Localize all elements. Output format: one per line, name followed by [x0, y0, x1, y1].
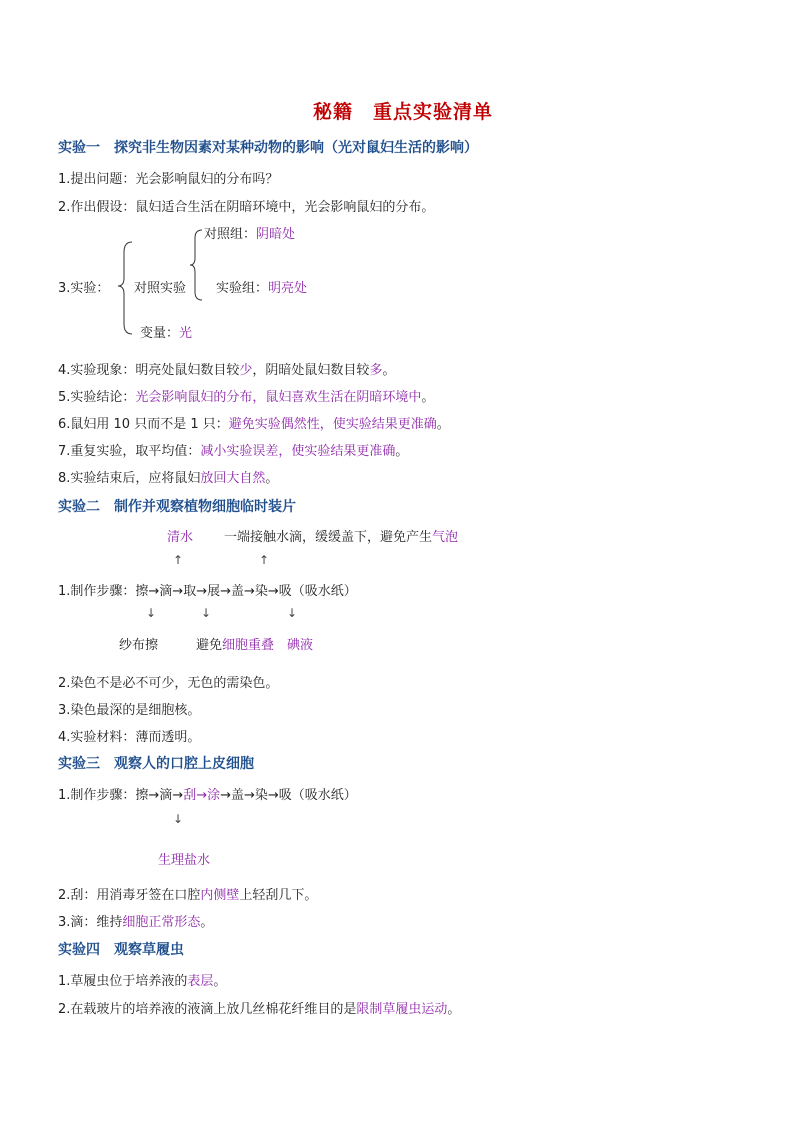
- highlight: 避免实验偶然性，使实验结果更准确: [228, 417, 437, 432]
- avoid-overlap: [196, 634, 274, 653]
- exp2-heading: 实验二 制作并观察植物细胞临时装片: [58, 499, 296, 515]
- text: 1.草履虫位于培养液的: [58, 974, 188, 989]
- text: 避免: [196, 638, 223, 653]
- highlight: 多: [369, 363, 383, 378]
- variable-label: 变量：: [140, 326, 180, 341]
- down-arrow-icon: ↓: [173, 812, 184, 826]
- highlight: 细胞重叠: [222, 638, 275, 653]
- page-title: 秘籍 重点实验清单: [313, 101, 494, 123]
- variable: [140, 322, 192, 341]
- experiment-group-value: 明亮处: [268, 281, 308, 296]
- exp4-line1: [58, 970, 226, 989]
- exp3-line2: [58, 884, 317, 903]
- highlight: 表层: [187, 974, 214, 989]
- text: 。: [382, 363, 396, 378]
- exp2-line3: 3.染色最深的是细胞核。: [58, 703, 201, 718]
- experiment-group: [216, 277, 307, 296]
- text: 一端接触水滴，缓缓盖下，避免产生: [224, 530, 433, 545]
- highlight: 内侧壁: [200, 888, 240, 903]
- text: 7.重复实验，取平均值：: [58, 444, 201, 459]
- exp1-experiment-label: 3.实验：: [58, 281, 110, 296]
- text: 。: [436, 417, 450, 432]
- highlight: 细胞正常形态: [122, 915, 201, 930]
- cover-note: [224, 526, 458, 545]
- variable-value: 光: [179, 326, 193, 341]
- text: 1.制作步骤：擦→滴→: [58, 788, 184, 803]
- text: 。: [395, 444, 409, 459]
- highlight: 气泡: [432, 530, 459, 545]
- experiment-group-label: 实验组：: [216, 281, 269, 296]
- text: 3.滴：维持: [58, 915, 123, 930]
- control-group-label: 对照组：: [204, 227, 257, 242]
- highlight: 放回大自然: [200, 471, 266, 486]
- down-arrow-icon: ↓: [201, 606, 212, 620]
- exp1-line5: [58, 386, 434, 405]
- exp3-heading: 实验三 观察人的口腔上皮细胞: [58, 756, 254, 772]
- gauze-wipe: 纱布擦: [119, 638, 159, 653]
- exp3-line3: [58, 911, 213, 930]
- highlight: 光会影响鼠妇的分布，鼠妇喜欢生活在阴暗环境中: [135, 390, 422, 405]
- highlight: 限制草履虫运动: [356, 1002, 448, 1017]
- exp1-heading: 实验一 探究非生物因素对某种动物的影响（光对鼠妇生活的影响）: [58, 140, 478, 156]
- saline: 生理盐水: [158, 853, 211, 868]
- text: 5.实验结论：: [58, 390, 136, 405]
- text: 。: [447, 1002, 461, 1017]
- text: 8.实验结束后，应将鼠妇: [58, 471, 201, 486]
- clear-water: 清水: [167, 530, 194, 545]
- highlight: 减小实验误差，使实验结果更准确: [200, 444, 396, 459]
- text: 。: [200, 915, 214, 930]
- iodine: 碘液: [287, 638, 314, 653]
- down-arrow-icon: ↓: [287, 606, 298, 620]
- text: 。: [421, 390, 435, 405]
- text: 2.刮：用消毒牙签在口腔: [58, 888, 201, 903]
- control-group-value: 阴暗处: [256, 227, 296, 242]
- text: →盖→染→吸（吸水纸）: [220, 788, 357, 803]
- exp4-line2: [58, 998, 460, 1017]
- up-arrow-icon: ↑: [173, 553, 184, 567]
- text: ，阴暗处鼠妇数目较: [252, 363, 370, 378]
- text: 上轻刮几下。: [239, 888, 318, 903]
- text: 2.在载玻片的培养液的液滴上放几丝棉花纤维目的是: [58, 1002, 357, 1017]
- down-arrow-icon: ↓: [146, 606, 157, 620]
- exp1-line2: 2.作出假设：鼠妇适合生活在阴暗环境中，光会影响鼠妇的分布。: [58, 200, 435, 215]
- exp1-line8: [58, 467, 278, 486]
- exp2-line2: 2.染色不是必不可少，无色的需染色。: [58, 676, 279, 691]
- exp3-steps: [58, 784, 357, 803]
- exp4-heading: 实验四 观察草履虫: [58, 942, 184, 958]
- text: 6.鼠妇用 10 只而不是 1 只：: [58, 417, 229, 432]
- exp2-steps: 1.制作步骤：擦→滴→取→展→盖→染→吸（吸水纸）: [58, 584, 357, 599]
- exp2-line4: 4.实验材料：薄而透明。: [58, 730, 201, 745]
- highlight: 刮→涂: [183, 788, 221, 803]
- highlight: 少: [239, 363, 253, 378]
- exp1-line6: [58, 413, 450, 432]
- exp1-line4: [58, 359, 395, 378]
- text: 。: [213, 974, 227, 989]
- text: 。: [265, 471, 279, 486]
- exp1-line7: [58, 440, 408, 459]
- up-arrow-icon: ↑: [259, 553, 270, 567]
- control-experiment: 对照实验: [134, 281, 187, 296]
- exp1-line1: 1.提出问题：光会影响鼠妇的分布吗？: [58, 172, 279, 187]
- control-group: [204, 223, 295, 242]
- text: 4.实验现象：明亮处鼠妇数目较: [58, 363, 240, 378]
- outer-brace-icon: [116, 240, 136, 336]
